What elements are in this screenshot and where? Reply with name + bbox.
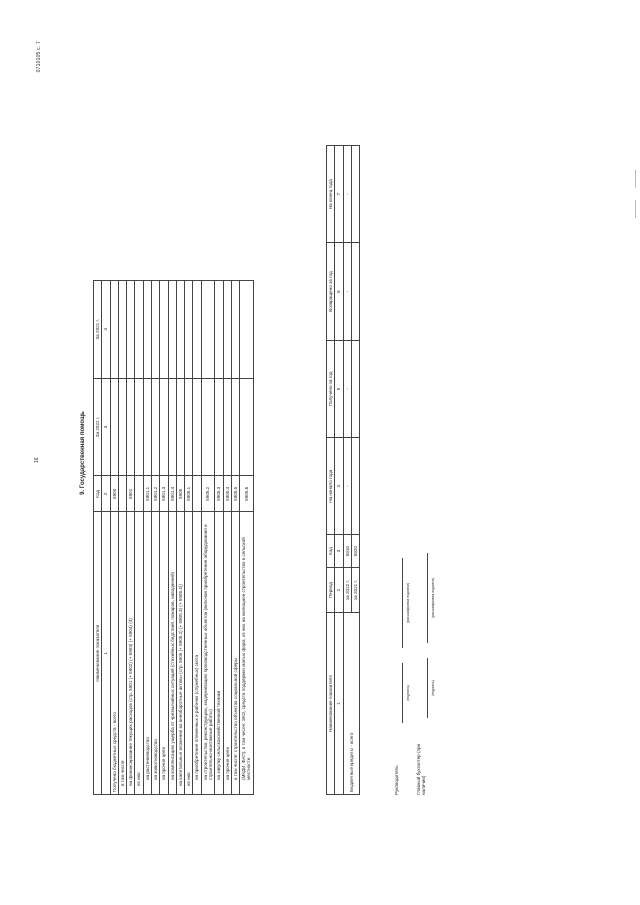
row-code: 5901.3 <box>160 475 168 511</box>
page-edge-mark <box>635 200 636 218</box>
row-period: за 2022 г. <box>343 567 351 612</box>
row-value-current <box>118 378 126 476</box>
table-row <box>127 280 135 794</box>
row-value-current <box>168 378 176 476</box>
table-row <box>231 280 239 794</box>
table-row <box>135 280 143 794</box>
page-edge-mark <box>635 170 636 188</box>
row-name: в том числе: строительство объектов социальной сферы <box>231 511 239 794</box>
row-name: на животноводство <box>151 511 159 794</box>
row-returned: - <box>343 242 351 339</box>
row-code: 5905.5 <box>231 475 239 511</box>
table-row <box>343 145 351 794</box>
row-name: из них: <box>185 511 193 794</box>
row-name: на компенсацию ущерба от чрезвычайных ситуаций (стихийных бедствий, пожаров, наводнений) <box>168 511 176 794</box>
accountant-name-caption: (расшифровка подписи) <box>431 577 435 618</box>
row-name: на прочие цели <box>223 511 231 794</box>
row-value-previous <box>223 280 231 378</box>
row-name: на прочие цели <box>160 511 168 794</box>
row-code <box>118 475 126 511</box>
col-header-received: Получено за год <box>327 340 335 437</box>
row-code: 5905 <box>176 475 184 511</box>
col-number: 1 <box>102 511 110 794</box>
row-code: 5905.2 <box>201 475 215 511</box>
row-value-previous <box>135 280 143 378</box>
head-name-caption: (расшифровка подписи) <box>406 582 410 623</box>
row-value-current <box>231 378 239 476</box>
row-value-previous <box>193 280 201 378</box>
row-name: на строительство, реконструкцию, модернизацию производственных объектов (включая приобретение оборудования и строительно-монтажные работы) <box>201 511 215 794</box>
row-name: на финансирование текущих расходов (стр. 5901 (+ 5902) (+ 5903) (+ 5904) (4) <box>127 511 135 794</box>
col-header-start: На начало года <box>327 437 335 534</box>
doc-code: 0710105 с. 7 <box>36 40 42 72</box>
rotated-document-page <box>30 33 610 873</box>
row-code: 5900 <box>110 475 118 511</box>
row-value-previous <box>143 280 151 378</box>
col-header-code: Код <box>94 475 102 511</box>
col-number: 2 <box>335 567 343 612</box>
row-code: 5901 <box>127 475 135 511</box>
state-aid-table-body <box>110 280 253 794</box>
page-number: 16 <box>34 456 40 463</box>
col-header-code: Код <box>327 534 335 566</box>
row-code: 5905.6 <box>240 475 254 511</box>
row-name: на капитальные вложения во внеоборотные активы (стр. 5905 (+ 5905.2) (+ 5905.3) (+ 5905.4)) <box>176 511 184 794</box>
row-value-current <box>110 378 118 476</box>
col-number: 7 <box>335 145 343 242</box>
col-header-name: Наименование показателя <box>327 612 335 794</box>
row-code: 5920 <box>351 534 359 566</box>
col-number: 6 <box>335 242 343 339</box>
row-value-current <box>240 378 254 476</box>
row-value-current <box>193 378 201 476</box>
row-code: 5905.1 <box>185 475 193 511</box>
head-signature-line <box>402 663 403 723</box>
row-name: на закупку сельскохозяйственной техники <box>215 511 223 794</box>
row-value-current <box>176 378 184 476</box>
row-value-previous <box>231 280 239 378</box>
row-value-previous <box>176 280 184 378</box>
table-row <box>168 280 176 794</box>
row-value-previous <box>201 280 215 378</box>
row-end <box>351 145 359 242</box>
row-code: 5901.1 <box>143 475 151 511</box>
row-end: - <box>343 145 351 242</box>
table-row <box>118 280 126 794</box>
row-value-previous <box>185 280 193 378</box>
state-aid-table <box>93 280 254 795</box>
row-value-current <box>160 378 168 476</box>
row-value-previous <box>110 280 118 378</box>
row-code <box>193 475 201 511</box>
col-header-end: На конец года <box>327 145 335 242</box>
table-row <box>176 280 184 794</box>
table-row <box>143 280 151 794</box>
row-code: 5905.3 <box>215 475 223 511</box>
row-value-previous <box>127 280 135 378</box>
row-code: 5905.4 <box>223 475 231 511</box>
row-name: в том числе: <box>118 511 126 794</box>
row-value-previous <box>151 280 159 378</box>
col-number: 1 <box>335 612 343 794</box>
section-title: 9. Государственная помощь <box>80 410 86 495</box>
head-label: Руководитель <box>394 764 399 795</box>
col-number: 3 <box>102 378 110 476</box>
col-number: 2 <box>102 475 110 511</box>
col-header-year-current: За 2022 г. <box>94 378 102 476</box>
row-value-current <box>151 378 159 476</box>
table-row <box>151 280 159 794</box>
row-value-current <box>201 378 215 476</box>
row-code <box>135 475 143 511</box>
row-value-current <box>127 378 135 476</box>
row-received <box>351 340 359 437</box>
row-value-current <box>215 378 223 476</box>
table-row <box>193 280 201 794</box>
row-start <box>351 437 359 534</box>
row-received: - <box>343 340 351 437</box>
head-signature-caption: (подпись) <box>406 684 410 701</box>
row-value-previous <box>240 280 254 378</box>
col-number: 4 <box>335 437 343 534</box>
row-name: на приобретение племенных и рабочих (служебных) скота <box>193 511 201 794</box>
table-row <box>223 280 231 794</box>
row-value-current <box>223 378 231 476</box>
row-name: Получено бюджетных средств - всего <box>110 511 118 794</box>
head-name-line <box>402 558 403 648</box>
table-row <box>240 280 254 794</box>
row-name: Бюджетные кредиты - всего <box>343 612 360 794</box>
row-name: на растениеводство <box>143 511 151 794</box>
col-number: 3 <box>335 534 343 566</box>
accountant-signature-line <box>427 658 428 718</box>
accountant-name-line <box>427 553 428 643</box>
table-row <box>160 280 168 794</box>
col-header-year-previous: За 2021 г. <box>94 280 102 378</box>
chief-accountant-label: Главный бухгалтер (при наличии) <box>416 743 426 795</box>
col-number: 4 <box>102 280 110 378</box>
row-code: 5901.4 <box>168 475 176 511</box>
col-header-returned: Возвращено за год <box>327 242 335 339</box>
row-value-previous <box>160 280 168 378</box>
row-value-current <box>135 378 143 476</box>
row-value-current <box>185 378 193 476</box>
table-row <box>185 280 193 794</box>
row-code: 5910 <box>343 534 351 566</box>
col-number: 5 <box>335 340 343 437</box>
row-start: - <box>343 437 351 534</box>
row-value-previous <box>215 280 223 378</box>
budget-credits-table <box>326 145 360 795</box>
row-value-previous <box>118 280 126 378</box>
table-row <box>110 280 118 794</box>
row-value-current <box>143 378 151 476</box>
row-code: 5901.2 <box>151 475 159 511</box>
row-name: из них: <box>135 511 143 794</box>
table-row <box>215 280 223 794</box>
table-row <box>201 280 215 794</box>
row-returned <box>351 242 359 339</box>
col-header-period: Период <box>327 567 335 612</box>
accountant-signature-caption: (подпись) <box>431 679 435 696</box>
row-period: за 2021 г. <box>351 567 359 612</box>
row-name: (МКДИ, ФАП), в том числе: ЭКО, средств поддержки малых форм, из них на жилищное строительство в сельской местности <box>240 511 254 794</box>
row-value-previous <box>168 280 176 378</box>
col-header-name: Наименование показателя <box>94 511 102 794</box>
